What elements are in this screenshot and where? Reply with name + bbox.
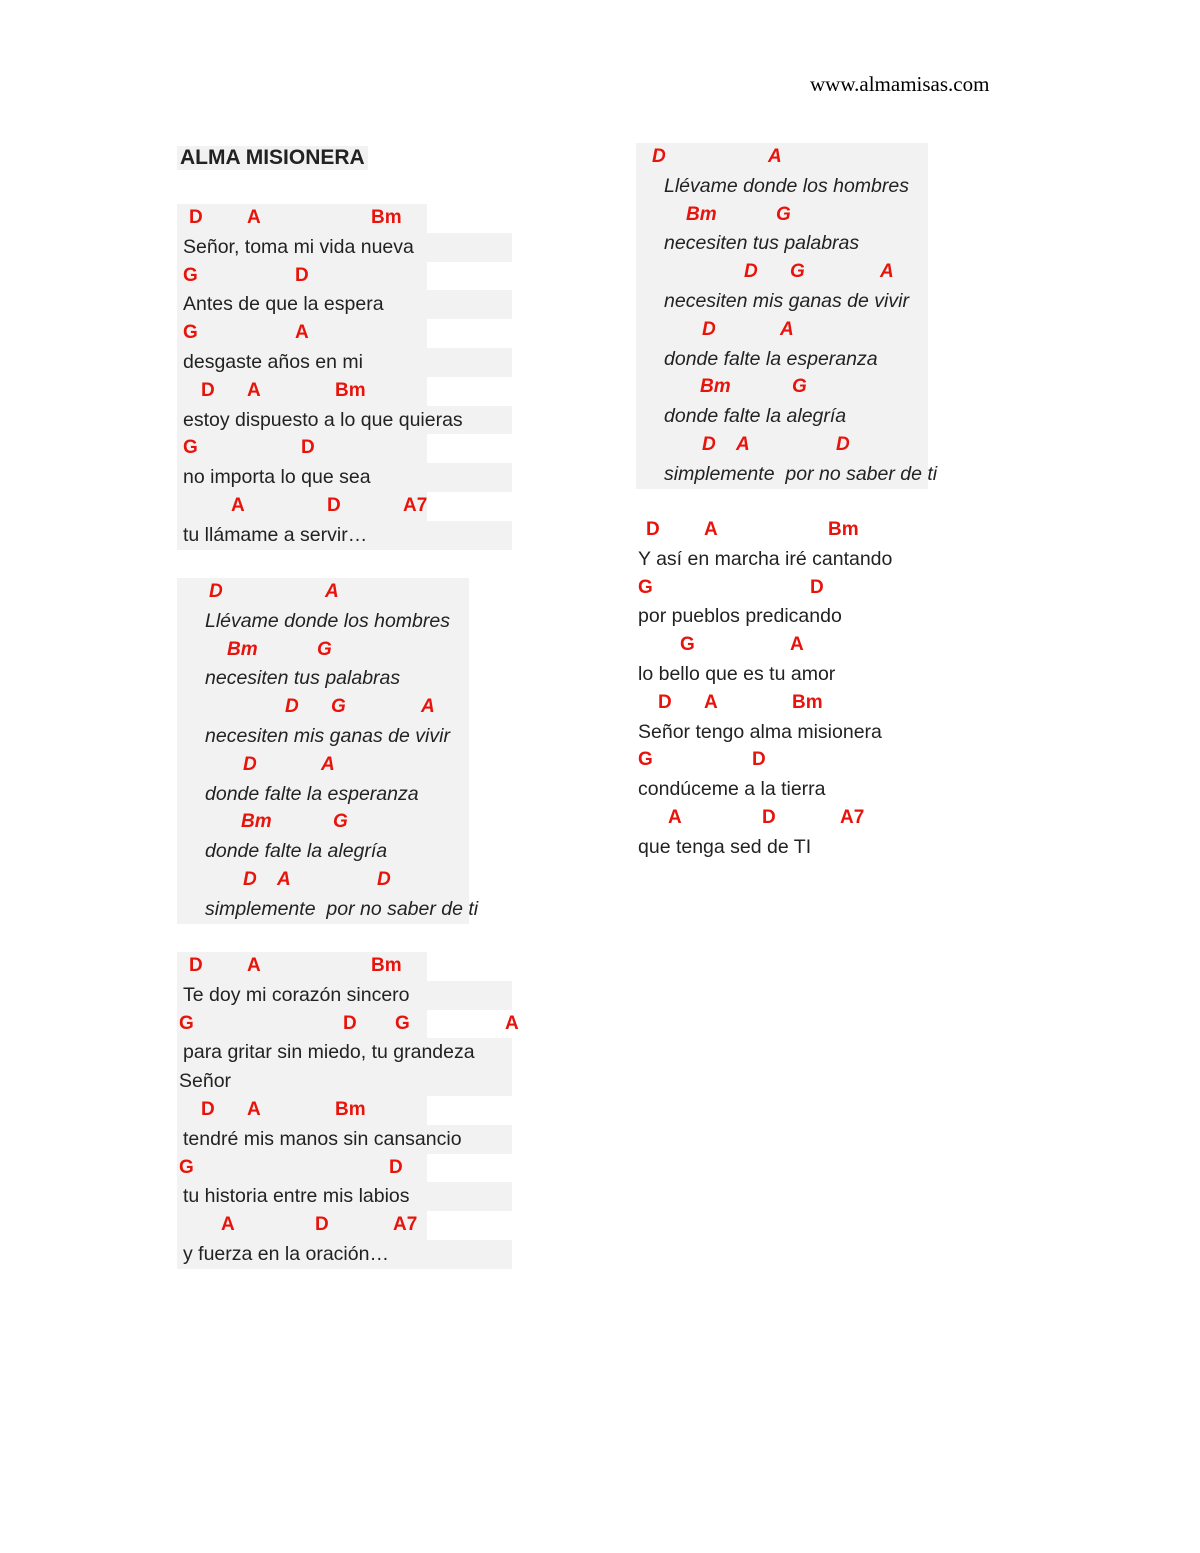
chord: A: [421, 696, 435, 718]
chord: G: [183, 437, 198, 459]
chord: A: [295, 322, 309, 344]
lyric-text: Señor, toma mi vida nueva: [183, 235, 414, 258]
chord: G: [792, 376, 807, 398]
chord: D: [646, 519, 660, 540]
lyric-text: tu historia entre mis labios: [183, 1185, 410, 1208]
lyric-text: Te doy mi corazón sincero: [183, 983, 410, 1006]
chord: G: [395, 1012, 410, 1034]
chord: A: [668, 806, 682, 828]
chord: A7: [840, 806, 865, 828]
chord: D: [243, 753, 257, 775]
chord: D: [658, 691, 672, 713]
lyric-text: que tenga sed de TI: [638, 835, 812, 858]
chord: D: [389, 1156, 403, 1178]
lyric-text: necesiten mis ganas de vivir: [664, 289, 909, 312]
chord: A7: [403, 494, 428, 516]
chord: A: [780, 318, 794, 340]
lyric-text: Llévame donde los hombres: [205, 609, 450, 632]
lyric-text: desgaste años en mi: [183, 350, 363, 373]
lyric-text: Señor tengo alma misionera: [638, 720, 882, 743]
lyric-text: simplemente por no saber de ti: [664, 462, 938, 485]
line-highlight: [177, 1211, 427, 1240]
chord: A: [221, 1214, 235, 1236]
lyric-text: necesiten tus palabras: [664, 232, 860, 255]
chord: D: [285, 696, 299, 718]
lyric-text: tendré mis manos sin cansancio: [183, 1127, 462, 1150]
chord: D: [295, 264, 309, 286]
chord: A: [790, 634, 804, 656]
line-highlight: [177, 866, 469, 895]
lyric-text: donde falte la esperanza: [205, 782, 419, 805]
chord: A: [704, 519, 718, 540]
chord: A: [247, 1098, 261, 1120]
chord: A: [231, 494, 245, 516]
chord: Bm: [828, 519, 859, 540]
chord: G: [638, 576, 653, 598]
lyric-text: necesiten tus palabras: [205, 667, 401, 690]
chord: A: [247, 955, 261, 976]
line-highlight: [636, 431, 928, 460]
chord: Bm: [792, 691, 823, 713]
chord: D: [702, 318, 716, 340]
chord: D: [652, 146, 666, 167]
line-highlight: [177, 1010, 427, 1039]
chord: D: [744, 261, 758, 283]
line-highlight: [636, 143, 928, 172]
chord: Bm: [335, 1098, 366, 1120]
chord: D: [209, 581, 223, 602]
chord: D: [301, 437, 315, 459]
lyric-text: donde falte la alegría: [664, 405, 847, 428]
chord: A: [704, 691, 718, 713]
chord: A: [247, 379, 261, 401]
lyric-text: Señor: [179, 1070, 232, 1093]
lyric-text: y fuerza en la oración…: [183, 1242, 389, 1265]
lyric-text: estoy dispuesto a lo que quieras: [183, 408, 463, 431]
chord: D: [762, 806, 776, 828]
chord: A: [247, 207, 261, 228]
chord: G: [183, 264, 198, 286]
lyric-text: por pueblos predicando: [638, 605, 842, 628]
chord: A: [277, 868, 291, 890]
chord: Bm: [241, 811, 272, 833]
chord: G: [179, 1156, 194, 1178]
lyric-text: donde falte la alegría: [205, 840, 388, 863]
chord: G: [331, 696, 346, 718]
chord: D: [343, 1012, 357, 1034]
chord: G: [183, 322, 198, 344]
lyric-text: no importa lo que sea: [183, 466, 371, 489]
chord: A: [736, 433, 750, 455]
lyric-text: Llévame donde los hombres: [664, 174, 909, 197]
lyric-text: necesiten mis ganas de vivir: [205, 724, 450, 747]
chord: A: [505, 1012, 519, 1034]
chord: Bm: [335, 379, 366, 401]
chord: A: [768, 146, 782, 167]
chord: G: [638, 749, 653, 771]
chord: D: [836, 433, 850, 455]
chord: G: [790, 261, 805, 283]
lyric-text: para gritar sin miedo, tu grandeza: [183, 1041, 475, 1064]
chord: G: [179, 1012, 194, 1034]
lyric-text: donde falte la esperanza: [664, 347, 878, 370]
chord: Bm: [686, 203, 717, 225]
website-url: www.almamisas.com: [810, 72, 990, 96]
chord: A7: [393, 1214, 418, 1236]
chord: D: [702, 433, 716, 455]
chord: D: [752, 749, 766, 771]
chord: D: [189, 955, 203, 976]
lyric-text: lo bello que es tu amor: [638, 662, 836, 685]
chord: D: [327, 494, 341, 516]
chord: D: [243, 868, 257, 890]
chord: D: [315, 1214, 329, 1236]
line-highlight: [636, 373, 928, 402]
chord: D: [201, 379, 215, 401]
lyric-text: simplemente por no saber de ti: [205, 897, 479, 920]
line-highlight: [177, 808, 469, 837]
lyric-text: Y así en marcha iré cantando: [638, 547, 893, 570]
chord: A: [321, 753, 335, 775]
chord: D: [201, 1098, 215, 1120]
chord: Bm: [371, 955, 402, 976]
lyric-text: tu llámame a servir…: [183, 523, 368, 546]
song-title: ALMA MISIONERA: [177, 146, 368, 170]
lyric-text: Antes de que la espera: [183, 293, 384, 316]
chord: G: [317, 638, 332, 660]
lyric-text: condúceme a la tierra: [638, 778, 826, 801]
chord: A: [325, 581, 339, 602]
chord: G: [680, 634, 695, 656]
chord: Bm: [371, 207, 402, 228]
chord: Bm: [227, 638, 258, 660]
chord: A: [880, 261, 894, 283]
chord: Bm: [700, 376, 731, 398]
chord: D: [189, 207, 203, 228]
line-highlight: [177, 492, 427, 521]
chord: D: [810, 576, 824, 598]
chord: G: [333, 811, 348, 833]
chord: D: [377, 868, 391, 890]
chord: G: [776, 203, 791, 225]
